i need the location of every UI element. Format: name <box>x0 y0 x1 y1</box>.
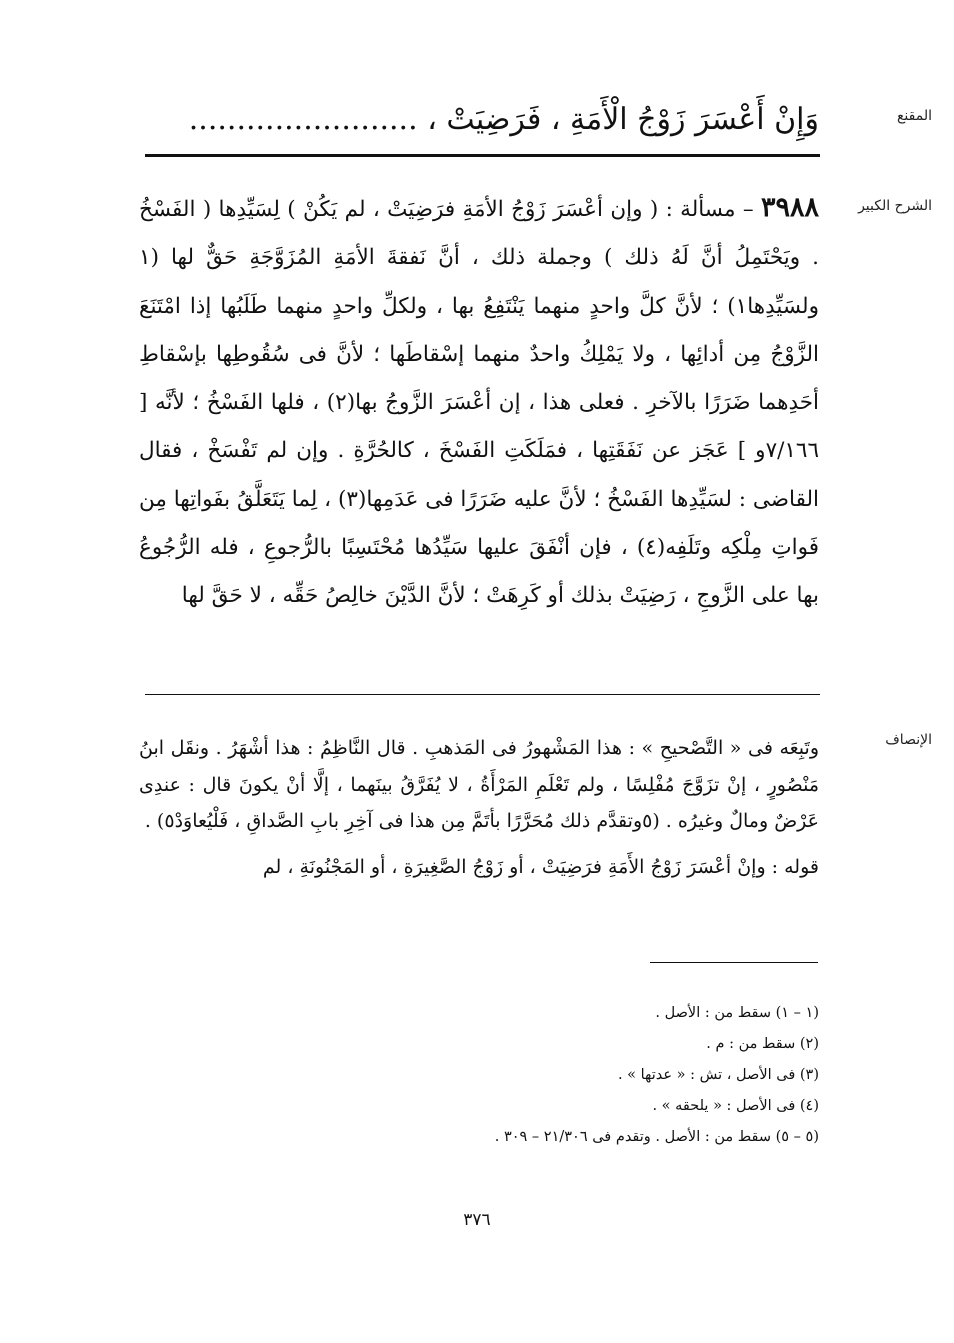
divider-thin <box>145 694 820 695</box>
footnote: (٥ – ٥) سقط من : الأصل . وتقدم فى ٢١/٣٠٦ – ٣٠٩ . <box>494 1129 819 1145</box>
footnotes <box>139 998 819 1153</box>
label-sharh: الشرح الكبير <box>858 198 932 214</box>
matn-dots: ........................ <box>188 102 418 137</box>
matn-heading <box>139 96 819 144</box>
insaf-paragraph-2: قوله : وإنْ أعْسَرَ زَوْجُ الأَمَةِ فرَضِيَتْ ، أو زَوْجُ الصَّغِيرَةِ ، أو المَجْنُونَةِ ، لم <box>262 855 819 878</box>
matn-text: وَإِنْ أَعْسَرَ زَوْجُ الْأَمَةِ ، فَرَضِيَتْ ، <box>427 102 819 137</box>
footnote: (٢) سقط من : م . <box>706 1036 819 1052</box>
sharh-paragraph <box>139 184 819 621</box>
insaf-section <box>139 730 819 885</box>
footnote: (٤) فى الأصل : « يلحقه » . <box>652 1098 819 1114</box>
insaf-paragraph-1: وتَبِعَه فى « التَّصْحيحِ » : هذا المَشْهورُ فى المَذهبِ . قال النَّاظِمُ : هذا أشْهَرُ . ونقَل ابنُ مَنْصُورٍ ، إنْ تزَوَّجَ مُفْلِسًا ، ولم تَعْلَمِ المَرْأَةُ ، لا يُفَرَّقُ بينَهما ، إلَّا أنْ يكونَ قال : عندِى عَرْضٌ ومالٌ وغيرُه . (٥وتقدَّم ذلك مُحَرَّرًا بأتَمَّ مِن هذا فى آخِرِ بابِ الصَّداقِ ، فَلْيُعاوَدْ٥) . <box>139 737 819 832</box>
label-muqni: المقنع <box>896 108 932 124</box>
divider-thick <box>145 154 820 157</box>
footnote: (٣) فى الأصل ، تش : « عدتها » . <box>617 1067 819 1083</box>
page-number: ٣٧٦ <box>463 1210 491 1230</box>
sharh-section <box>139 184 819 621</box>
sharh-text: – مسألة : ( وإن أعْسَرَ زَوْجُ الأمَةِ فرَضِيَتْ ، لم يَكُنْ ) لِسَيِّدِها ( الفَسْخُ . ويَحْتَمِلُ أنَّ لَهُ ذلك ) وجملة ذلك ، أنَّ نَفقةَ الأمَةِ المُزَوَّجَةِ حَقٌّ لها (١ ولسَيِّدِها١) ؛ لأنَّ كلَّ واحدٍ منهما يَنْتَفِعُ بها ، ولكلِّ واحدٍ منهما طَلَبُها إذا امْتَنَعَ الزَّوْجُ مِن أدائِها ، ولا يَمْلِكُ واحدٌ منهما إسْقاطَها ؛ لأنَّ فى سُقُوطِها بإسْقاطِ أحَدِهما ضَرَرًا بالآخرِ . فعلى هذا ، إن أعْسَرَ الزَّوجُ بها(٢) ، فلها الفَسْخُ ؛ لأنَّه [ ٧/١٦٦و ] عَجَز عن نَفَقَتِها ، فمَلَكَتِ الفَسْخَ ، كالحُرَّةِ . وإن لم تَفْسَخْ ، فقال القاضى : لسَيِّدِها الفَسْخُ ؛ لأنَّ عليه ضَرَرًا فى عَدَمِها(٣) ، لِما يَتَعَلَّقُ بفَواتِها مِن فَواتِ مِلْكِه وتَلَفِه(٤) ، فإن أنْفَقَ عليها سَيِّدُها مُحْتَسِبًا بالرُّجوعِ ، فله الرُّجُوعُ بها على الزَّوجِ ، رَضِيَتْ بذلك أو كَرِهَتْ ؛ لأنَّ الدَّيْنَ خالِصُ حَقِّه ، لا حَقَّ لها <box>139 197 820 609</box>
footnote-divider <box>650 962 818 963</box>
label-insaf: الإنصاف <box>885 732 932 748</box>
footnote: (١ – ١) سقط من : الأصل . <box>655 1005 819 1021</box>
issue-number: ٣٩٨٨ <box>760 192 819 223</box>
